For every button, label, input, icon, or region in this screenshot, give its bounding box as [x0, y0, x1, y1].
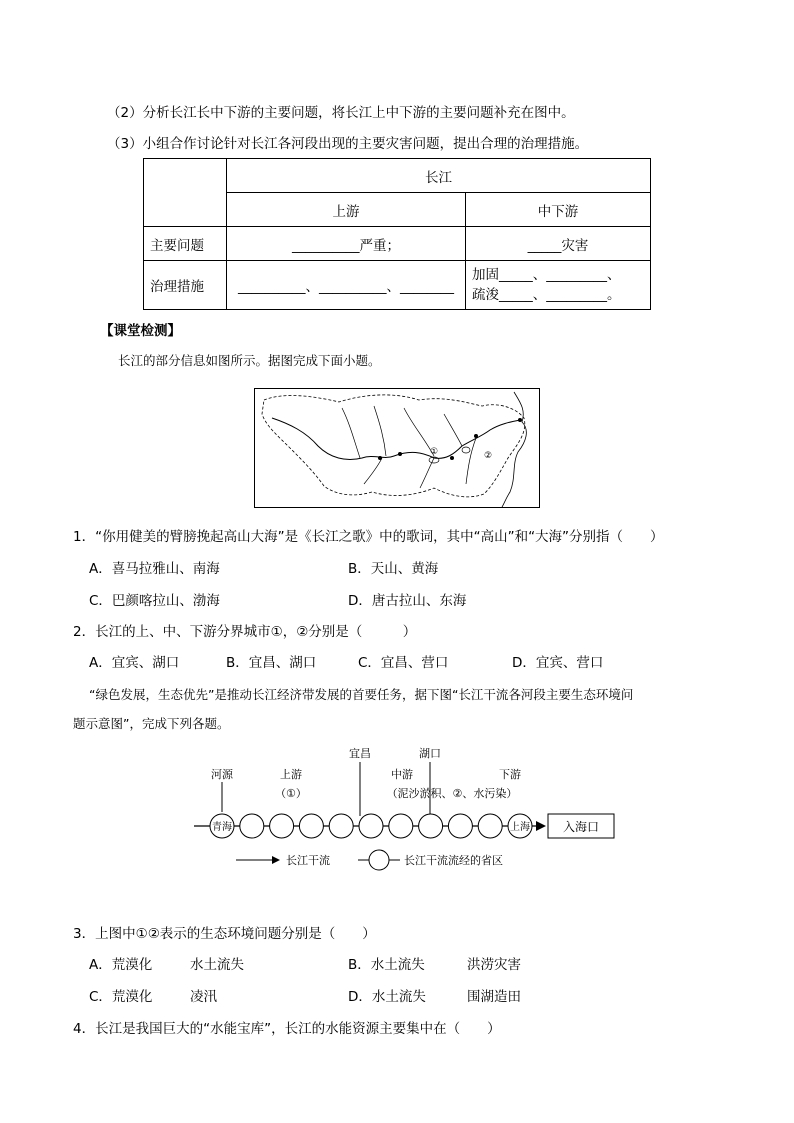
- table-corner: [144, 159, 227, 227]
- city-point: [398, 452, 402, 456]
- province-circle: [329, 814, 353, 838]
- label-estuary: 入海口: [562, 820, 600, 834]
- q2-option-d: D．宜宾、营口: [512, 655, 604, 671]
- q2-stem: 2．长江的上、中、下游分界城市①，②分别是（ ）: [73, 624, 417, 640]
- map-label-2: ②: [484, 451, 493, 461]
- upper-measures-blank: __________、__________、________: [227, 261, 466, 310]
- city-point: [474, 434, 478, 438]
- passage-line-1: “绿色发展，生态优先”是推动长江经济带发展的首要任务，据下图“长江干流各河段主要生态环境问: [89, 687, 634, 702]
- label-middle: 中游: [391, 768, 413, 781]
- province-circle: [419, 814, 443, 838]
- yangtze-basin-map: [254, 388, 540, 508]
- question-3-instruction: （3）小组合作讨论针对长江各河段出现的主要灾害问题，提出合理的治理措施。: [107, 136, 589, 152]
- province-circles: [210, 814, 532, 838]
- q1-option-a: A．喜马拉雅山、南海: [89, 561, 220, 577]
- city-point: [450, 456, 454, 460]
- q3-option-b-label: B．水土流失: [348, 957, 425, 973]
- label-hukou: 湖口: [419, 747, 441, 760]
- measures-table: [143, 158, 651, 310]
- q2-option-c: C．宜昌、营口: [358, 655, 449, 671]
- col-upper: 上游: [227, 193, 466, 227]
- q3-option-b-value: 洪涝灾害: [467, 957, 521, 973]
- q3-option-d-label: D．水土流失: [348, 989, 426, 1005]
- legend-circle: [369, 850, 389, 870]
- q3-stem: 3．上图中①②表示的生态环境问题分别是（ ）: [73, 926, 376, 942]
- section-title: 【课堂检测】: [100, 323, 181, 339]
- province-circle: [359, 814, 383, 838]
- map-label-1: ①: [430, 447, 439, 457]
- city-point: [378, 456, 382, 460]
- label-shanghai: 上海: [510, 822, 530, 833]
- label-yichang: 宜昌: [349, 747, 371, 760]
- province-circle: [240, 814, 264, 838]
- ecology-problem-diagram: [190, 742, 620, 872]
- col-lower: 中下游: [466, 193, 651, 227]
- province-circle: [448, 814, 472, 838]
- row-main-problem-label: 主要问题: [144, 227, 227, 261]
- province-circle: [270, 814, 294, 838]
- q1-option-d: D．唐古拉山、东海: [348, 593, 467, 609]
- table-header-yangtze: 长江: [227, 159, 651, 193]
- q3-option-d-value: 围湖造田: [467, 989, 521, 1005]
- map-intro: 长江的部分信息如图所示。据图完成下面小题。: [118, 353, 381, 368]
- label-qinghai: 青海: [212, 822, 232, 833]
- label-middle-sub: （泥沙淤积、②、水污染）: [386, 787, 518, 800]
- legend-main-stream: 长江干流: [286, 854, 330, 867]
- map-frame: [255, 389, 540, 508]
- row-measures-label: 治理措施: [144, 261, 227, 310]
- q1-stem: 1．“你用健美的臂膀挽起高山大海”是《长江之歌》中的歌词，其中“高山”和“大海”分别指（ ）: [73, 529, 664, 545]
- q1-option-c: C．巴颜喀拉山、渤海: [89, 593, 220, 609]
- lower-measures-line2: 疏浚_____、_________。: [472, 287, 621, 303]
- question-2-instruction: （2）分析长江长中下游的主要问题，将长江上中下游的主要问题补充在图中。: [107, 105, 575, 121]
- q2-option-a: A．宜宾、湖口: [89, 655, 180, 671]
- label-upper-sub: （①）: [275, 787, 307, 800]
- q2-option-b: B．宜昌、湖口: [226, 655, 317, 671]
- q4-stem: 4．长江是我国巨大的“水能宝库”，长江的水能资源主要集中在（ ）: [73, 1021, 501, 1037]
- q3-option-c-value: 凌汛: [190, 989, 217, 1005]
- label-upper: 上游: [280, 768, 302, 781]
- label-lower: 下游: [499, 768, 521, 781]
- flow-arrowhead: [536, 821, 546, 831]
- upper-problem-blank: __________严重；: [227, 227, 466, 261]
- passage-line-2: 题示意图”，完成下列各题。: [73, 716, 230, 731]
- q3-option-a-value: 水土流失: [190, 957, 244, 973]
- q3-option-c-label: C．荒漠化: [89, 989, 153, 1005]
- lower-measures-blank: [466, 261, 651, 310]
- lower-measures-line1: 加固_____、_________、: [472, 267, 621, 283]
- city-point: [518, 418, 522, 422]
- province-circle: [478, 814, 502, 838]
- legend-province: 长江干流流经的省区: [404, 854, 503, 867]
- q1-option-b: B．天山、黄海: [348, 561, 439, 577]
- q3-option-a-label: A．荒漠化: [89, 957, 153, 973]
- label-heyuan: 河源: [211, 768, 233, 781]
- province-circle: [299, 814, 323, 838]
- lower-problem-blank: _____灾害: [466, 227, 651, 261]
- province-circle: [389, 814, 413, 838]
- legend-arrowhead: [272, 856, 280, 864]
